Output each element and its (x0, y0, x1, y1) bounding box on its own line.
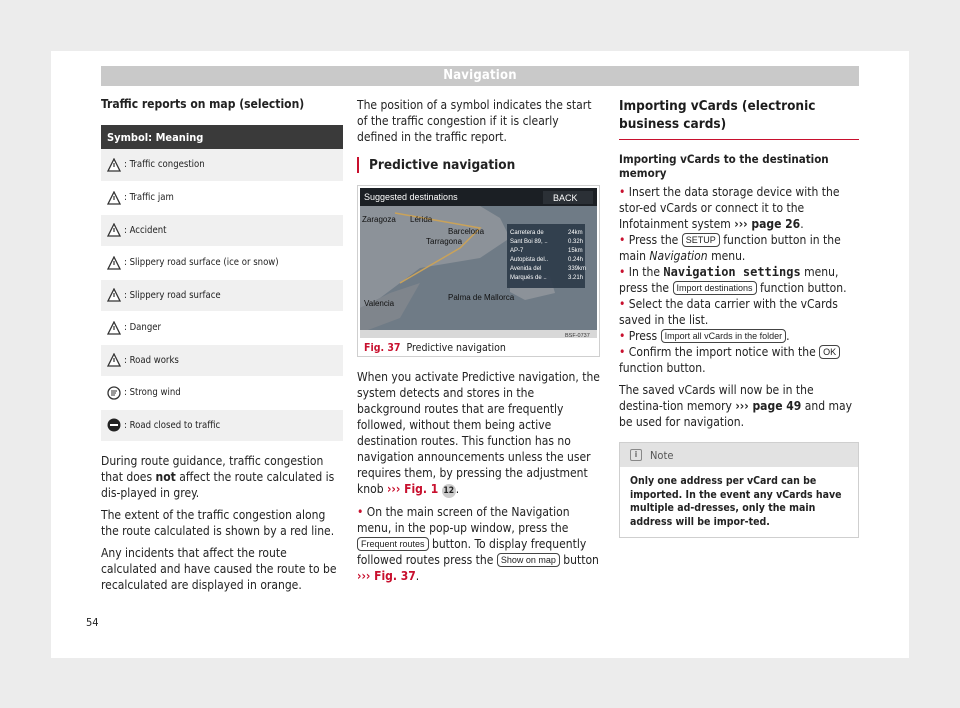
triangle-warning-icon (107, 158, 121, 172)
bullet-confirm: • Confirm the import notice with the OK function button. (619, 344, 859, 376)
column-middle (357, 97, 600, 584)
setup-button[interactable]: SETUP (682, 233, 720, 247)
table-header: Symbol: Meaning (101, 125, 343, 149)
route-name: Avenida del (510, 266, 542, 272)
manual-page (51, 51, 909, 658)
para-predictive: When you activate Predictive navigation, the system detects and stores in the background routes that are frequently followed, without them being active destination routes. This function has no navigation announcements unless the user requires them, by pressing the adjustment knob ››› Fig. 1 12 . (357, 370, 600, 496)
bullet-frequent: • On the main screen of the Navigation menu, in the pop-up window, press the Frequent routes button. To display frequently followed routes press the Show on map button ››› Fig. 37. (357, 505, 599, 583)
triangle-warning-icon (107, 223, 121, 237)
route-name: Carretera de (510, 230, 544, 236)
symbol-meaning: : Strong wind (124, 387, 181, 399)
bullet-select: • Select the data carrier with the vCards saved in the list. (619, 297, 838, 327)
bullet-import-all: • Press Import all vCards in the folder . (619, 329, 790, 343)
symbol-meaning: : Slippery road surface (124, 289, 221, 301)
route-distance: 3.21h (568, 275, 584, 281)
route-distance: 0.24h (568, 257, 584, 263)
map-city-label: Tarragona (426, 237, 463, 246)
symbol-meaning: : Danger (124, 322, 162, 334)
section-title-predictive: Predictive navigation (357, 157, 600, 173)
no-entry-icon (107, 418, 121, 432)
symbol-table (101, 125, 343, 443)
note-box (619, 442, 859, 538)
back-label: BACK (553, 193, 578, 203)
para-red-line: The extent of the traffic congestion along the route calculated is shown by a red line. (101, 507, 335, 538)
route-name: Sant Boi 89, .. (510, 239, 548, 245)
screen-title: Suggested destinations (364, 192, 458, 202)
section-title-traffic: Traffic reports on map (selection) (101, 97, 305, 111)
map-city-label: Barcelona (448, 227, 485, 236)
symbol-meaning: : Traffic congestion (124, 159, 205, 171)
triangle-warning-icon (107, 191, 121, 205)
table-row (101, 409, 343, 442)
symbol-meaning: : Road closed to traffic (124, 419, 221, 431)
triangle-warning-icon (107, 256, 121, 270)
symbol-meaning: : Traffic jam (124, 192, 174, 204)
nav-screenshot (360, 188, 597, 338)
bullet-setup: • Press the SETUP function button in the main Navigation menu. (619, 233, 841, 263)
import-all-vcards-button[interactable]: Import all vCards in the folder (661, 329, 787, 343)
route-distance: 24km (568, 230, 583, 236)
info-icon: i (630, 449, 642, 461)
triangle-warning-icon (107, 288, 121, 302)
bullet-settings: • In the Navigation settings menu, press the Import destinations function button. (619, 265, 847, 295)
figure-code: BSF-0737 (565, 333, 590, 338)
table-row (101, 312, 343, 345)
map-city-label: Zaragoza (362, 215, 396, 224)
table-row (101, 279, 343, 312)
map-city-label: Lérida (410, 215, 433, 224)
chapter-header: Navigation (101, 66, 859, 86)
wind-sign-icon (107, 386, 121, 400)
table-row (101, 182, 343, 215)
note-body: Only one address per vCard can be imported. In the event any vCards have multiple ad-dresses, only the main address will be impor-ted. (630, 475, 842, 528)
map-city-label: Palma de Mallorca (448, 293, 515, 302)
symbol-meaning: : Accident (124, 224, 167, 236)
route-name: AP-7 (510, 248, 524, 254)
subsection-title: Importing vCards to the destination memory (619, 152, 829, 180)
para-saved: The saved vCards will now be in the destina-tion memory ››› page 49 and may be used for navigation. (619, 383, 853, 429)
route-distance: 0.32h (568, 239, 584, 245)
knob-number: 12 (443, 486, 455, 496)
column-right (619, 97, 859, 538)
para-orange: Any incidents that affect the route calculated and have caused the route to be recalculated are displayed in orange. (101, 545, 337, 592)
frequent-routes-button[interactable]: Frequent routes (357, 537, 429, 551)
figure-caption: Fig. 37 Predictive navigation (364, 342, 506, 354)
column-left (101, 97, 343, 593)
figure-37 (357, 185, 600, 357)
triangle-warning-icon (107, 321, 121, 335)
route-name: Autopista del.. (510, 257, 549, 263)
para-symbol-position: The position of a symbol indicates the start of the traffic congestion if it is clearly defined in the traffic report. (357, 98, 592, 144)
table-row (101, 344, 343, 377)
ok-button[interactable]: OK (819, 345, 840, 359)
bullet-insert: • Insert the data storage device with the stor-ed vCards or connect it to the Infotainment system ››› page 26. (619, 185, 840, 231)
show-on-map-button[interactable]: Show on map (497, 553, 560, 567)
table-row (101, 149, 343, 182)
route-distance: 339km (568, 266, 587, 272)
table-row (101, 247, 343, 280)
import-destinations-button[interactable]: Import destinations (673, 281, 757, 295)
triangle-warning-icon (107, 353, 121, 367)
table-row (101, 377, 343, 410)
map-city-label: Valencia (364, 299, 395, 308)
route-name: Marqués de .. (510, 275, 547, 281)
route-distance: 15km (568, 248, 583, 254)
para-grey: During route guidance, traffic congestion that does not affect the route calculated is dis-played in grey. (101, 453, 335, 500)
table-row (101, 214, 343, 247)
symbol-meaning: : Slippery road surface (ice or snow) (124, 257, 279, 269)
symbol-meaning: : Road works (124, 354, 179, 366)
note-header: i Note (620, 443, 858, 467)
page-number: 54 (86, 616, 99, 629)
section-title-vcards: Importing vCards (electronic business cards) (619, 98, 816, 132)
